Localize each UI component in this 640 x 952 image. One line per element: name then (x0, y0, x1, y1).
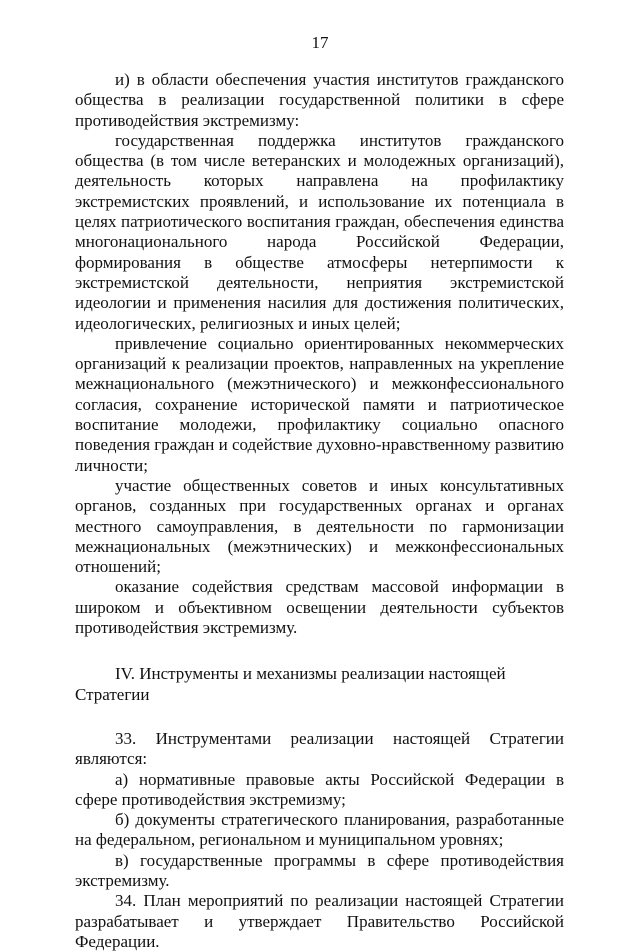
paragraph-public-councils: участие общественных советов и иных консультативных органов, созданных при государственных органах и органах местного самоуправления, в деятельности по гармонизации межнациональных (межэтнических) и межконфессиональных отношений; (75, 475, 564, 577)
paragraph-33-b: б) документы стратегического планирования, разработанные на федеральном, региональном и муниципальном уровнях; (75, 810, 564, 850)
page-number: 17 (311, 33, 329, 52)
paragraph-state-support: государственная поддержка институтов гражданского общества (в том числе ветеранских и молодежных организаций), деятельность которых направлена на профилактику экстремистских проявлений, и использование их потенциала в целях патриотического воспитания граждан, обеспечения единства многонационального народа Российской Федерации, формирования в обществе атмосферы нетерпимости к экстремистской деятельности, неприятия экстремистской идеологии и применения насилия для достижения политических, идеологических, религиозных и иных целей; (75, 130, 564, 333)
paragraph-item-i: и) в области обеспечения участия институтов гражданского общества в реализации государственной политики в сфере противодействия экстремизму: (75, 70, 564, 130)
paragraph-33-a: а) нормативные правовые акты Российской Федерации в сфере противодействия экстремизму; (75, 769, 564, 809)
paragraph-nko-involvement: привлечение социально ориентированных некоммерческих организаций к реализации проектов, направленных на укрепление межнационального (межэтнического) и межконфессионального согласия, сохранение исторической памяти и патриотическое воспитание молодежи, профилактику социально опасного поведения граждан и содействие духовно-нравственному развитию личности; (75, 333, 564, 475)
paragraph-34: 34. План мероприятий по реализации настоящей Стратегии разрабатывает и утверждает Правительство Российской Федерации. (75, 891, 564, 951)
document-body (75, 70, 564, 952)
paragraph-33-c: в) государственные программы в сфере противодействия экстремизму. (75, 850, 564, 890)
paragraph-media-assistance: оказание содействия средствам массовой информации в широком и объективном освещении деятельности субъектов противодействия экстремизму. (75, 577, 564, 638)
paragraph-33-intro: 33. Инструментами реализации настоящей Стратегии являются: (75, 728, 564, 769)
section-heading: IV. Инструменты и механизмы реализации настоящей Стратегии (75, 664, 506, 704)
